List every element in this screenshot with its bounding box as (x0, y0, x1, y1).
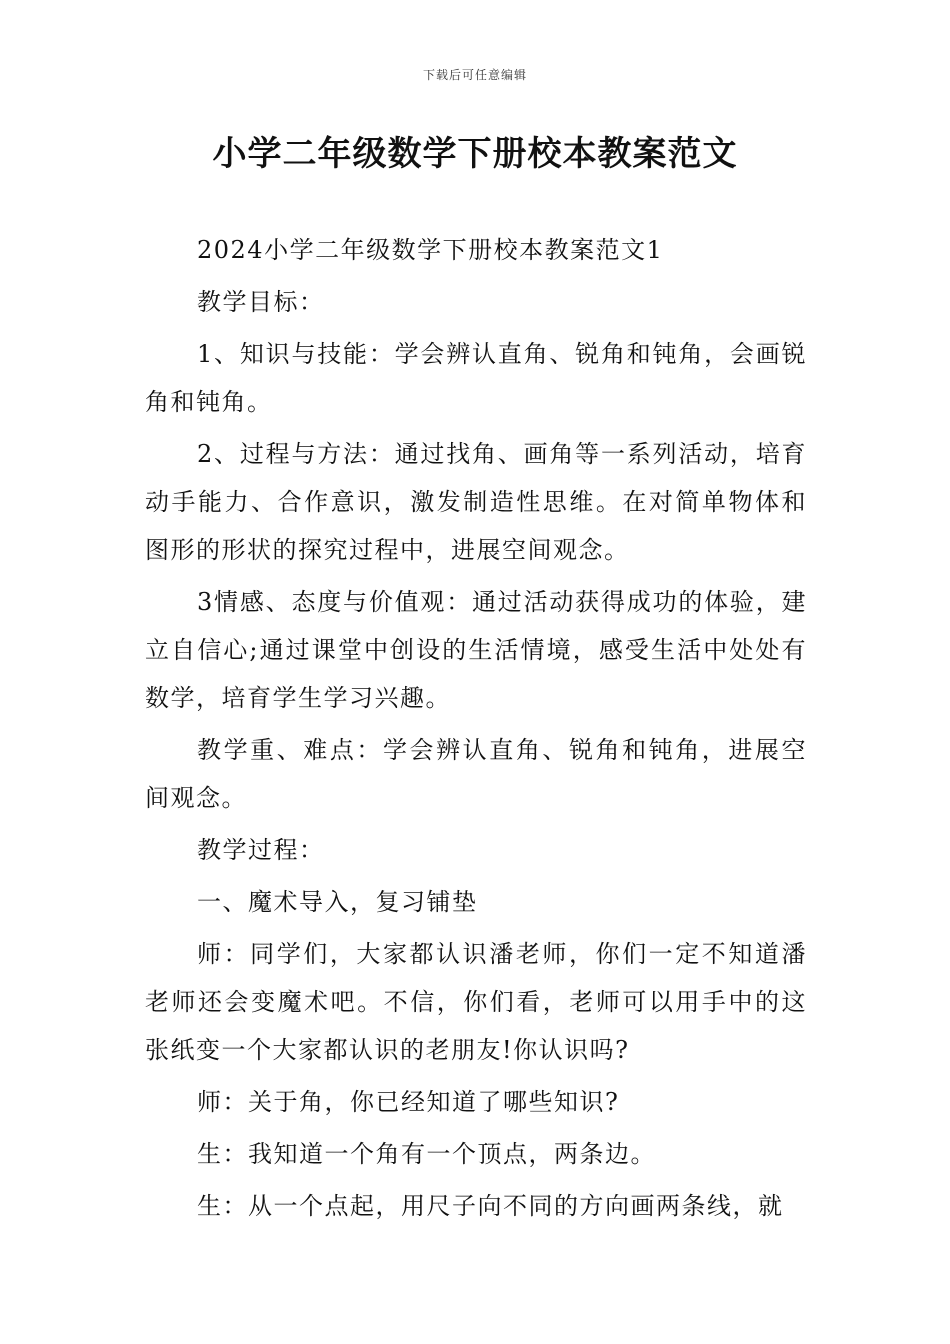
paragraph: 生：我知道一个角有一个顶点，两条边。 (197, 1140, 656, 1168)
document-title: 小学二年级数学下册校本教案范文 (212, 134, 738, 174)
paragraph: 教学重、难点：学会辨认直角、锐角和钝角，进展空间观念。 (145, 736, 807, 812)
paragraph: 一、魔术导入，复习铺垫 (197, 888, 478, 916)
paragraph: 教学目标： (197, 288, 325, 316)
paragraph: 教学过程： (197, 836, 325, 864)
paragraph: 1、知识与技能：学会辨认直角、锐角和钝角，会画锐角和钝角。 (145, 340, 807, 416)
paragraph: 生：从一个点起，用尺子向不同的方向画两条线，就 (197, 1192, 784, 1220)
header-note: 下载后可任意编辑 (422, 68, 527, 82)
paragraph: 师：关于角，你已经知道了哪些知识? (197, 1088, 620, 1116)
paragraph: 2024小学二年级数学下册校本教案范文1 (197, 236, 664, 264)
paragraph: 师：同学们，大家都认识潘老师，你们一定不知道潘老师还会变魔术吧。不信，你们看，老师可以用手中的这张纸变一个大家都认识的老朋友!你认识吗? (145, 940, 807, 1064)
document-body (145, 226, 807, 1234)
paragraph: 2、过程与方法：通过找角、画角等一系列活动，培育动手能力、合作意识，激发制造性思维。在对简单物体和图形的形状的探究过程中，进展空间观念。 (145, 440, 807, 564)
paragraph: 3情感、态度与价值观：通过活动获得成功的体验，建立自信心;通过课堂中创设的生活情境，感受生活中处处有数学，培育学生学习兴趣。 (145, 588, 807, 712)
